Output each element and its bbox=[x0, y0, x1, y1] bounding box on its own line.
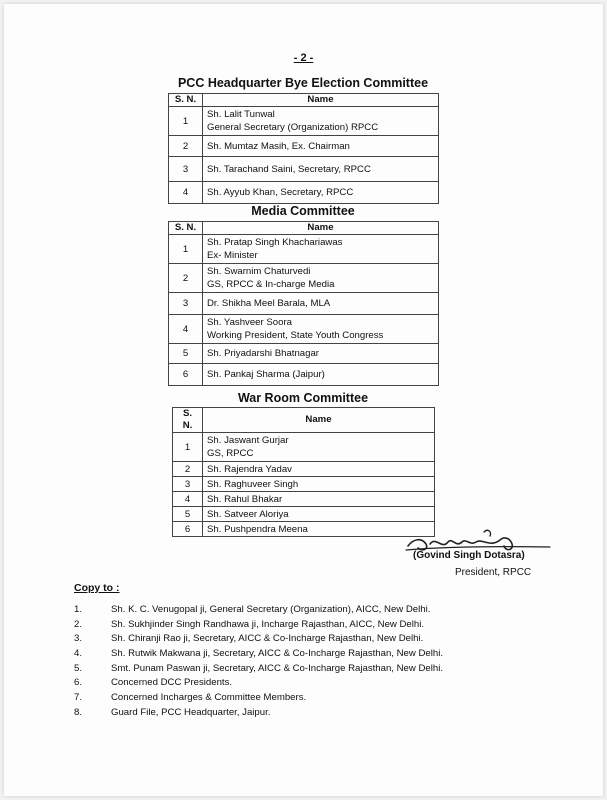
table-row bbox=[169, 235, 439, 264]
name-header: Name bbox=[203, 408, 435, 433]
table-row bbox=[173, 477, 435, 492]
copy-to-list bbox=[74, 603, 443, 721]
name-cell bbox=[203, 433, 435, 462]
list-item bbox=[74, 691, 443, 706]
name-cell bbox=[203, 182, 439, 204]
table-row bbox=[173, 462, 435, 477]
name-cell bbox=[203, 235, 439, 264]
sn-cell: 2 bbox=[169, 136, 203, 157]
table-header-row bbox=[169, 222, 439, 235]
sn-header: S. N. bbox=[169, 222, 203, 235]
name-cell bbox=[203, 264, 439, 293]
name-cell bbox=[203, 136, 439, 157]
item-number: 1. bbox=[74, 604, 83, 615]
list-item bbox=[74, 706, 443, 721]
sn-cell: 3 bbox=[173, 477, 203, 492]
sn-cell: 4 bbox=[173, 492, 203, 507]
name-cell bbox=[203, 293, 439, 315]
sn-cell: 5 bbox=[169, 344, 203, 364]
table-row bbox=[169, 107, 439, 136]
list-item bbox=[74, 662, 443, 677]
table-row bbox=[173, 507, 435, 522]
item-text: Concerned Incharges & Committee Members. bbox=[111, 692, 307, 704]
item-text: Sh. Chiranji Rao ji, Secretary, AICC & Co-Incharge Rajasthan, New Delhi. bbox=[111, 633, 424, 645]
sn-header: S. N. bbox=[173, 408, 203, 433]
sn-cell: 5 bbox=[173, 507, 203, 522]
table-row bbox=[169, 136, 439, 157]
member-name: Sh. Raghuveer Singh bbox=[207, 478, 299, 490]
signatory-title: President, RPCC bbox=[455, 567, 532, 578]
sn-cell: 3 bbox=[169, 157, 203, 182]
table-row bbox=[173, 492, 435, 507]
member-name: Sh. Priyadarshi Bhatnagar bbox=[207, 348, 319, 359]
list-item bbox=[74, 647, 443, 662]
item-text: Sh. K. C. Venugopal ji, General Secretary (Organization), AICC, New Delhi. bbox=[111, 604, 431, 615]
item-text: Sh. Sukhjinder Singh Randhawa ji, Incharge Rajasthan, AICC, New Delhi. bbox=[111, 618, 425, 630]
list-item bbox=[74, 618, 443, 633]
item-text: Guard File, PCC Headquarter, Jaipur. bbox=[111, 706, 271, 718]
sn-header: S. N. bbox=[169, 94, 203, 107]
name-header: Name bbox=[203, 222, 439, 235]
list-item bbox=[74, 603, 443, 618]
member-name: Sh. Tarachand Saini, Secretary, RPCC bbox=[207, 163, 371, 175]
item-number: 7. bbox=[74, 692, 83, 704]
sn-cell: 1 bbox=[169, 235, 203, 264]
sn-cell: 2 bbox=[173, 462, 203, 477]
signatory-name: (Govind Singh Dotasra) bbox=[413, 550, 525, 561]
member-name: Sh. Pankaj Sharma (Jaipur) bbox=[207, 369, 325, 380]
table-row bbox=[169, 182, 439, 204]
item-text: Smt. Punam Paswan ji, Secretary, AICC & Co-Incharge Rajasthan, New Delhi. bbox=[111, 662, 444, 674]
member-name: Sh. Ayyub Khan, Secretary, RPCC bbox=[207, 187, 354, 198]
table-header-row bbox=[169, 94, 439, 107]
table-row bbox=[169, 157, 439, 182]
page-number: - 2 - bbox=[293, 52, 314, 64]
table-row bbox=[169, 344, 439, 364]
member-name: Sh. Mumtaz Masih, Ex. Chairman bbox=[207, 140, 350, 152]
name-cell bbox=[203, 492, 435, 507]
list-item bbox=[74, 632, 443, 647]
table-row bbox=[169, 364, 439, 386]
name-cell bbox=[203, 462, 435, 477]
committee-title-war-room: War Room Committee bbox=[237, 391, 369, 405]
member-name: Sh. Lalit Tunwal bbox=[207, 109, 275, 120]
name-cell bbox=[203, 315, 439, 344]
name-cell bbox=[203, 157, 439, 182]
committee-title-media: Media Committee bbox=[251, 204, 355, 218]
sn-cell: 6 bbox=[173, 522, 203, 537]
member-designation: Working President, State Youth Congress bbox=[207, 330, 384, 341]
member-name: Sh. Rahul Bhakar bbox=[207, 493, 283, 505]
member-name: Sh. Pratap Singh Khachariawas bbox=[207, 237, 343, 248]
item-number: 8. bbox=[74, 706, 83, 718]
sn-cell: 1 bbox=[173, 433, 203, 462]
list-item bbox=[74, 676, 443, 691]
table-row bbox=[173, 522, 435, 537]
name-header: Name bbox=[203, 94, 439, 107]
item-number: 6. bbox=[74, 677, 83, 689]
sn-cell: 4 bbox=[169, 182, 203, 204]
committee-title-bye-election: PCC Headquarter Bye Election Committee bbox=[177, 76, 429, 90]
name-cell bbox=[203, 107, 439, 136]
table-row bbox=[173, 433, 435, 462]
item-number: 4. bbox=[74, 648, 83, 660]
copy-to-heading: Copy to : bbox=[74, 582, 120, 594]
sn-cell: 6 bbox=[169, 364, 203, 386]
member-designation: Ex- Minister bbox=[207, 250, 258, 261]
name-cell bbox=[203, 344, 439, 364]
bye-election-committee-table bbox=[168, 93, 439, 204]
name-cell bbox=[203, 364, 439, 386]
sn-cell: 2 bbox=[169, 264, 203, 293]
member-name: Sh. Pushpendra Meena bbox=[207, 523, 308, 535]
member-designation: GS, RPCC bbox=[207, 448, 254, 459]
sn-cell: 3 bbox=[169, 293, 203, 315]
member-designation: General Secretary (Organization) RPCC bbox=[207, 122, 379, 133]
media-committee-table bbox=[168, 221, 439, 386]
sn-cell: 1 bbox=[169, 107, 203, 136]
item-number: 2. bbox=[74, 618, 83, 630]
item-text: Sh. Rutwik Makwana ji, Secretary, AICC & Co-Incharge Rajasthan, New Delhi. bbox=[111, 648, 444, 660]
table-row bbox=[169, 293, 439, 315]
name-cell bbox=[203, 477, 435, 492]
item-number: 3. bbox=[74, 633, 83, 645]
table-row bbox=[169, 264, 439, 293]
war-room-committee-table bbox=[172, 407, 435, 537]
member-designation: GS, RPCC & In-charge Media bbox=[207, 279, 335, 290]
table-header-row bbox=[173, 408, 435, 433]
table-row bbox=[169, 315, 439, 344]
item-text: Concerned DCC Presidents. bbox=[111, 677, 233, 689]
member-name: Sh. Satveer Aloriya bbox=[207, 508, 289, 520]
member-name: Sh. Jaswant Gurjar bbox=[207, 435, 289, 446]
member-name: Sh. Rajendra Yadav bbox=[207, 463, 292, 475]
member-name: Sh. Swarnim Chaturvedi bbox=[207, 266, 311, 277]
member-name: Sh. Yashveer Soora bbox=[207, 317, 292, 328]
item-number: 5. bbox=[74, 662, 83, 674]
sn-cell: 4 bbox=[169, 315, 203, 344]
member-name: Dr. Shikha Meel Barala, MLA bbox=[207, 298, 331, 309]
